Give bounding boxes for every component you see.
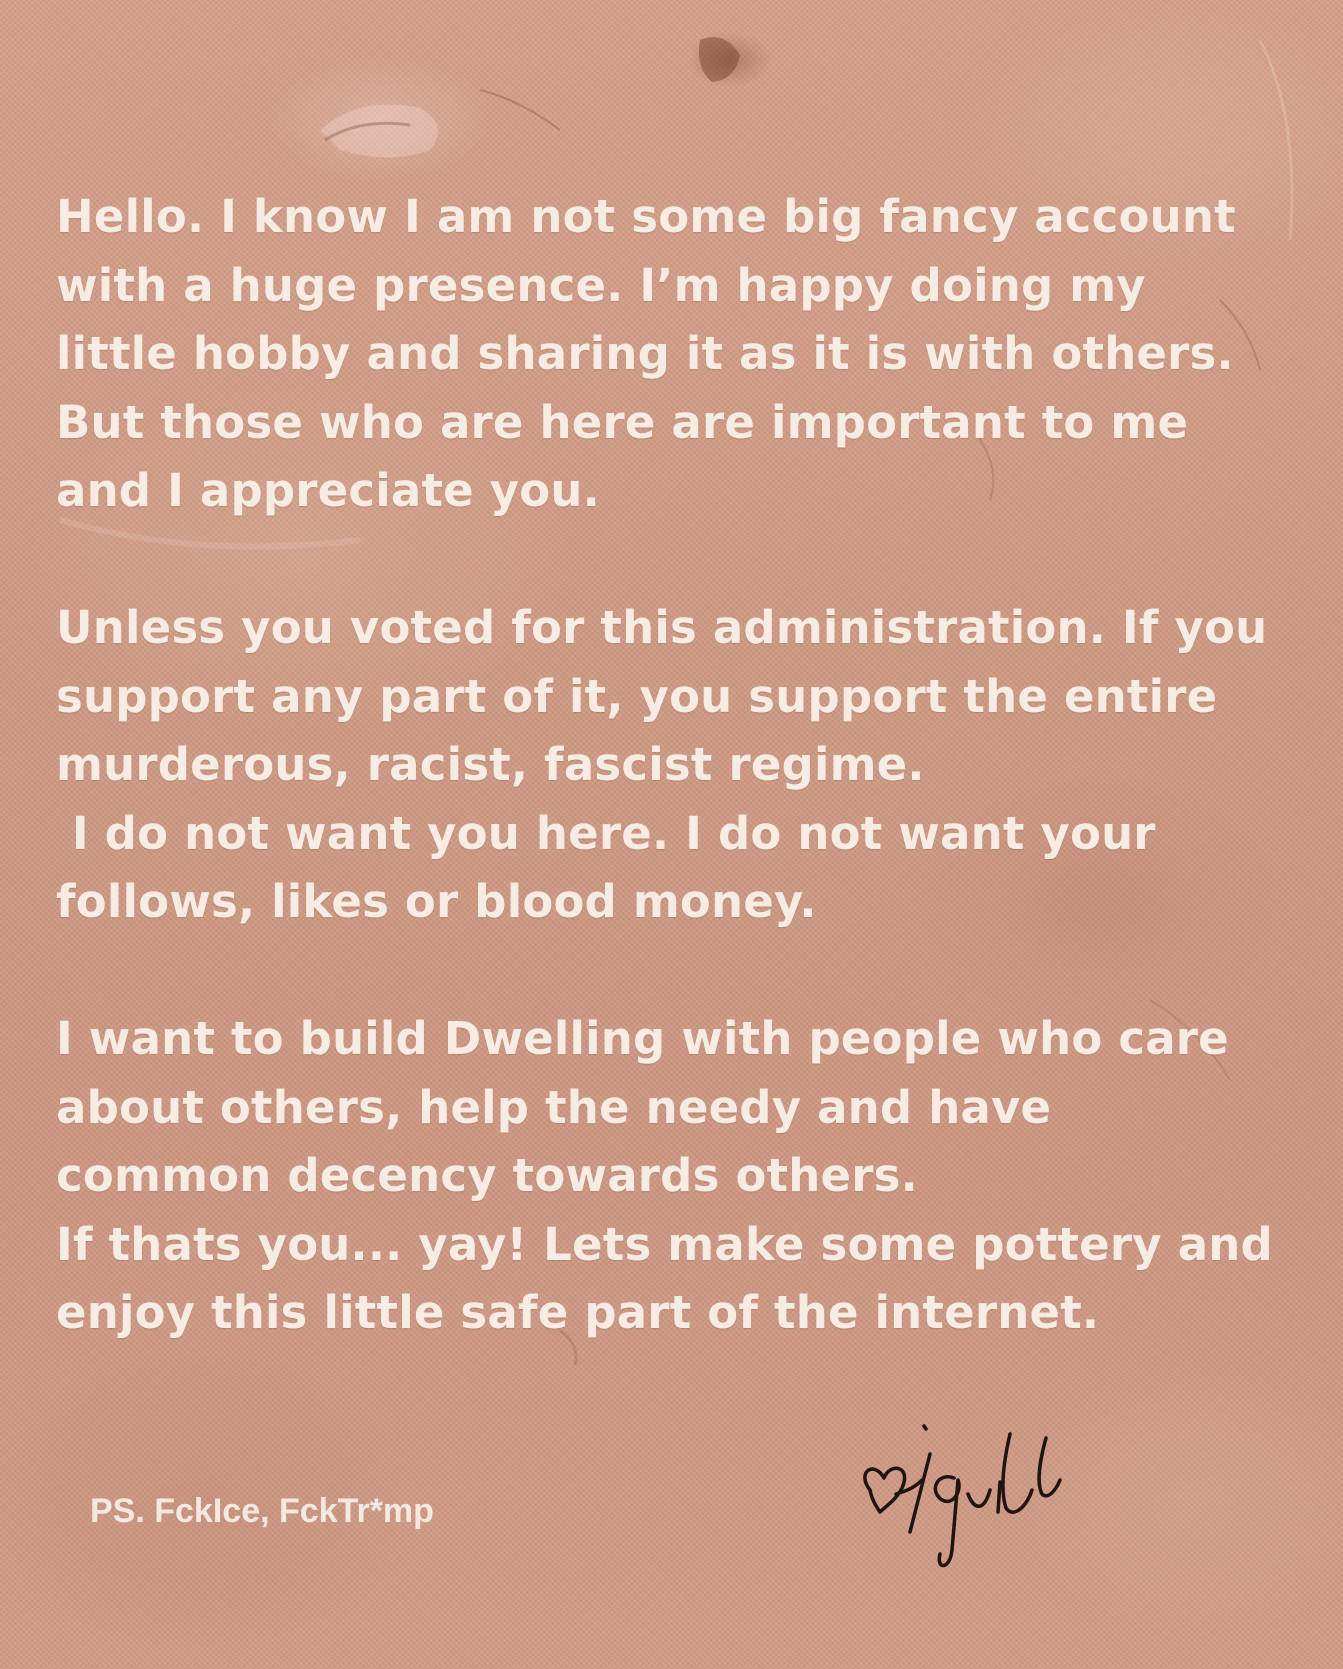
message-line: support any part of it, you support the entire (56, 669, 1218, 723)
message-body (56, 183, 1306, 1348)
message-line: with a huge presence. I’m happy doing my (56, 258, 1146, 312)
postscript-text: PS. FckIce, FckTr*mp (90, 1492, 434, 1530)
heart-signature-icon (850, 1420, 1120, 1600)
message-line: If thats you... yay! Lets make some pottery and (56, 1217, 1273, 1271)
message-line: Unless you voted for this administration. If you (56, 601, 1268, 654)
message-line: and I appreciate you. (56, 464, 600, 517)
message-line: about others, help the needy and have (56, 1080, 1052, 1134)
message-line: common decency towards others. (56, 1149, 918, 1202)
message-line: follows, likes or blood money. (56, 875, 817, 928)
message-line: But those who are here are important to me (56, 395, 1189, 449)
message-line: I want to build Dwelling with people who care (56, 1012, 1229, 1065)
message-line: Hello. I know I am not some big fancy account (56, 190, 1236, 243)
message-line: little hobby and sharing it as it is with others. (56, 327, 1234, 380)
message-line: enjoy this little safe part of the internet. (56, 1286, 1100, 1339)
message-line: murderous, racist, fascist regime. (56, 738, 925, 791)
message-line: I do not want you here. I do not want your (56, 806, 1156, 860)
